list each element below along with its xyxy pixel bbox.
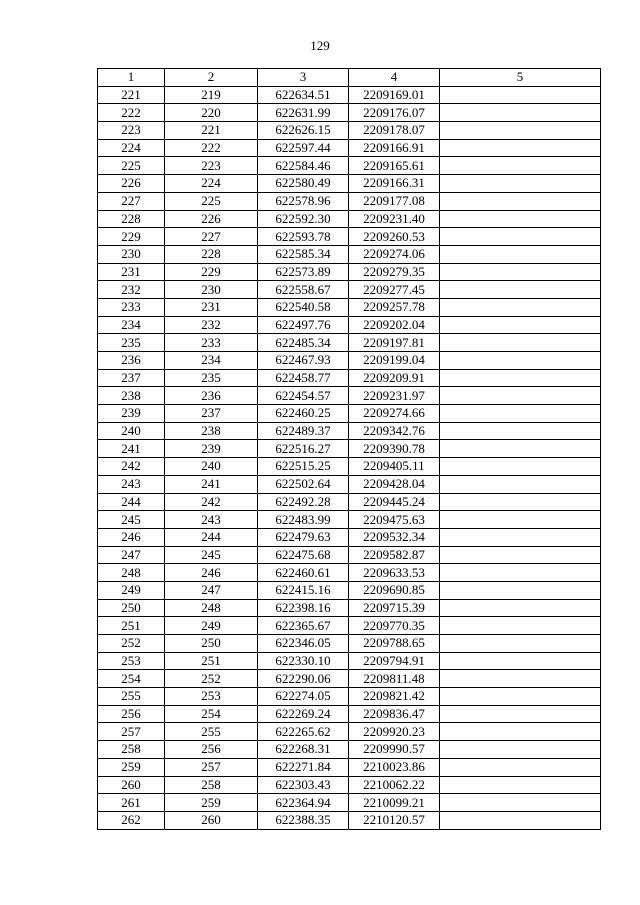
table-cell-col-4: 2209445.24: [349, 493, 440, 511]
table-row: [98, 122, 601, 140]
table-cell-col-1: 259: [98, 758, 165, 776]
table-cell-col-4: 2209178.07: [349, 122, 440, 140]
table-cell-col-5: [440, 245, 601, 263]
table-cell-col-2: 238: [165, 422, 258, 440]
table-cell-col-2: 237: [165, 405, 258, 423]
table-row: [98, 405, 601, 423]
table-cell-col-3: 622584.46: [258, 157, 349, 175]
header-cell-2: 2: [165, 69, 258, 87]
table-cell-col-3: 622365.67: [258, 617, 349, 635]
table-row: [98, 458, 601, 476]
table-cell-col-2: 256: [165, 741, 258, 759]
table-cell-col-4: 2209169.01: [349, 86, 440, 104]
table-cell-col-4: 2209821.42: [349, 688, 440, 706]
table-cell-col-5: [440, 705, 601, 723]
table-cell-col-3: 622573.89: [258, 263, 349, 281]
table-cell-col-5: [440, 175, 601, 193]
table-cell-col-2: 226: [165, 210, 258, 228]
table-cell-col-5: [440, 316, 601, 334]
table-cell-col-5: [440, 298, 601, 316]
table-cell-col-3: 622460.25: [258, 405, 349, 423]
table-cell-col-2: 225: [165, 192, 258, 210]
table-cell-col-3: 622497.76: [258, 316, 349, 334]
table-cell-col-1: 223: [98, 122, 165, 140]
table-cell-col-4: 2209197.81: [349, 334, 440, 352]
table-cell-col-1: 251: [98, 617, 165, 635]
table-cell-col-1: 227: [98, 192, 165, 210]
table-cell-col-1: 244: [98, 493, 165, 511]
table-cell-col-4: 2209990.57: [349, 741, 440, 759]
table-row: [98, 564, 601, 582]
table-row: [98, 263, 601, 281]
table-cell-col-5: [440, 334, 601, 352]
table-cell-col-5: [440, 440, 601, 458]
table-cell-col-1: 246: [98, 528, 165, 546]
table-cell-col-3: 622303.43: [258, 776, 349, 794]
table-cell-col-1: 233: [98, 298, 165, 316]
table-row: [98, 139, 601, 157]
table-cell-col-3: 622485.34: [258, 334, 349, 352]
table-cell-col-2: 230: [165, 281, 258, 299]
table-cell-col-2: 224: [165, 175, 258, 193]
table-cell-col-5: [440, 475, 601, 493]
table-cell-col-1: 241: [98, 440, 165, 458]
table-cell-col-2: 250: [165, 635, 258, 653]
table-cell-col-1: 248: [98, 564, 165, 582]
table-cell-col-2: 249: [165, 617, 258, 635]
table-cell-col-1: 232: [98, 281, 165, 299]
table-cell-col-4: 2209582.87: [349, 546, 440, 564]
table-cell-col-3: 622467.93: [258, 352, 349, 370]
table-row: [98, 776, 601, 794]
table-cell-col-2: 228: [165, 245, 258, 263]
table-cell-col-5: [440, 652, 601, 670]
header-cell-1: 1: [98, 69, 165, 87]
table-cell-col-2: 245: [165, 546, 258, 564]
table-cell-col-5: [440, 104, 601, 122]
table-cell-col-4: 2209231.40: [349, 210, 440, 228]
table-cell-col-3: 622274.05: [258, 688, 349, 706]
table-cell-col-3: 622388.35: [258, 811, 349, 829]
table-cell-col-1: 243: [98, 475, 165, 493]
table-cell-col-2: 227: [165, 228, 258, 246]
table-cell-col-3: 622580.49: [258, 175, 349, 193]
coordinates-table: [97, 68, 601, 830]
table-cell-col-1: 224: [98, 139, 165, 157]
table-row: [98, 369, 601, 387]
table-cell-col-5: [440, 122, 601, 140]
table-cell-col-4: 2209176.07: [349, 104, 440, 122]
header-cell-4: 4: [349, 69, 440, 87]
table-cell-col-1: 237: [98, 369, 165, 387]
table-cell-col-5: [440, 564, 601, 582]
table-cell-col-5: [440, 528, 601, 546]
table-cell-col-4: 2209715.39: [349, 599, 440, 617]
table-cell-col-4: 2209274.66: [349, 405, 440, 423]
table-cell-col-1: 228: [98, 210, 165, 228]
table-cell-col-2: 242: [165, 493, 258, 511]
table-row: [98, 546, 601, 564]
table-cell-col-5: [440, 741, 601, 759]
table-cell-col-3: 622489.37: [258, 422, 349, 440]
table-cell-col-3: 622454.57: [258, 387, 349, 405]
table-cell-col-3: 622479.63: [258, 528, 349, 546]
table-cell-col-5: [440, 670, 601, 688]
table-cell-col-3: 622593.78: [258, 228, 349, 246]
table-cell-col-2: 222: [165, 139, 258, 157]
table-cell-col-3: 622330.10: [258, 652, 349, 670]
table-row: [98, 352, 601, 370]
table-row: [98, 652, 601, 670]
table-row: [98, 316, 601, 334]
table-cell-col-3: 622578.96: [258, 192, 349, 210]
table-row: [98, 617, 601, 635]
table-cell-col-2: 223: [165, 157, 258, 175]
table-cell-col-5: [440, 758, 601, 776]
table-cell-col-5: [440, 281, 601, 299]
table-cell-col-4: 2209166.31: [349, 175, 440, 193]
table-cell-col-3: 622516.27: [258, 440, 349, 458]
table-cell-col-1: 231: [98, 263, 165, 281]
table-cell-col-2: 243: [165, 511, 258, 529]
table-cell-col-5: [440, 157, 601, 175]
table-row: [98, 635, 601, 653]
table-cell-col-5: [440, 139, 601, 157]
table-cell-col-4: 2209202.04: [349, 316, 440, 334]
table-cell-col-2: 231: [165, 298, 258, 316]
table-cell-col-2: 236: [165, 387, 258, 405]
table-row: [98, 811, 601, 829]
table-cell-col-2: 251: [165, 652, 258, 670]
table-cell-col-5: [440, 422, 601, 440]
table-cell-col-5: [440, 776, 601, 794]
table-cell-col-1: 221: [98, 86, 165, 104]
table-row: [98, 493, 601, 511]
table-row: [98, 175, 601, 193]
table-cell-col-4: 2209342.76: [349, 422, 440, 440]
table-cell-col-2: 254: [165, 705, 258, 723]
table-cell-col-4: 2209920.23: [349, 723, 440, 741]
table-cell-col-2: 219: [165, 86, 258, 104]
table-cell-col-5: [440, 511, 601, 529]
table-cell-col-3: 622597.44: [258, 139, 349, 157]
table-row: [98, 741, 601, 759]
table-cell-col-2: 257: [165, 758, 258, 776]
table-cell-col-4: 2209260.53: [349, 228, 440, 246]
table-cell-col-1: 242: [98, 458, 165, 476]
table-cell-col-4: 2209690.85: [349, 581, 440, 599]
table-cell-col-2: 260: [165, 811, 258, 829]
table-row: [98, 334, 601, 352]
table-cell-col-5: [440, 599, 601, 617]
table-cell-col-3: 622460.61: [258, 564, 349, 582]
table-cell-col-5: [440, 493, 601, 511]
table-cell-col-4: 2209199.04: [349, 352, 440, 370]
table-cell-col-5: [440, 192, 601, 210]
table-cell-col-1: 250: [98, 599, 165, 617]
table-cell-col-1: 234: [98, 316, 165, 334]
table-cell-col-1: 247: [98, 546, 165, 564]
table-cell-col-3: 622271.84: [258, 758, 349, 776]
table-cell-col-2: 253: [165, 688, 258, 706]
table-cell-col-5: [440, 723, 601, 741]
table-cell-col-5: [440, 617, 601, 635]
table-cell-col-4: 2209794.91: [349, 652, 440, 670]
table-cell-col-4: 2210062.22: [349, 776, 440, 794]
table-header-row: [98, 69, 601, 87]
table-cell-col-5: [440, 688, 601, 706]
table-row: [98, 104, 601, 122]
table-cell-col-5: [440, 263, 601, 281]
table-cell-col-3: 622634.51: [258, 86, 349, 104]
table-cell-col-5: [440, 352, 601, 370]
table-cell-col-3: 622492.28: [258, 493, 349, 511]
table-cell-col-4: 2209788.65: [349, 635, 440, 653]
table-cell-col-4: 2210120.57: [349, 811, 440, 829]
table-cell-col-1: 236: [98, 352, 165, 370]
table-cell-col-4: 2209257.78: [349, 298, 440, 316]
table-row: [98, 723, 601, 741]
table-cell-col-1: 253: [98, 652, 165, 670]
table-row: [98, 688, 601, 706]
table-row: [98, 794, 601, 812]
table-cell-col-1: 238: [98, 387, 165, 405]
table-cell-col-4: 2209390.78: [349, 440, 440, 458]
table-cell-col-4: 2209633.53: [349, 564, 440, 582]
table-row: [98, 86, 601, 104]
table-cell-col-1: 252: [98, 635, 165, 653]
table-cell-col-1: 226: [98, 175, 165, 193]
table-cell-col-2: 235: [165, 369, 258, 387]
table-cell-col-1: 257: [98, 723, 165, 741]
table-cell-col-3: 622626.15: [258, 122, 349, 140]
table-cell-col-2: 241: [165, 475, 258, 493]
table-cell-col-4: 2209836.47: [349, 705, 440, 723]
table-cell-col-1: 262: [98, 811, 165, 829]
table-cell-col-1: 245: [98, 511, 165, 529]
table-cell-col-4: 2209770.35: [349, 617, 440, 635]
table-cell-col-1: 235: [98, 334, 165, 352]
table-cell-col-1: 229: [98, 228, 165, 246]
table-cell-col-4: 2209475.63: [349, 511, 440, 529]
table-cell-col-4: 2209811.48: [349, 670, 440, 688]
table-cell-col-4: 2209209.91: [349, 369, 440, 387]
table-cell-col-5: [440, 210, 601, 228]
table-row: [98, 157, 601, 175]
table-cell-col-4: 2209277.45: [349, 281, 440, 299]
table-cell-col-3: 622268.31: [258, 741, 349, 759]
page-number: 129: [310, 38, 330, 53]
table-cell-col-3: 622415.16: [258, 581, 349, 599]
table-cell-col-1: 230: [98, 245, 165, 263]
table-row: [98, 475, 601, 493]
table-cell-col-3: 622346.05: [258, 635, 349, 653]
header-cell-3: 3: [258, 69, 349, 87]
table-row: [98, 210, 601, 228]
table-cell-col-3: 622515.25: [258, 458, 349, 476]
table-cell-col-5: [440, 794, 601, 812]
table-cell-col-4: 2209405.11: [349, 458, 440, 476]
table-cell-col-4: 2209231.97: [349, 387, 440, 405]
table-row: [98, 192, 601, 210]
table-row: [98, 387, 601, 405]
table-cell-col-2: 244: [165, 528, 258, 546]
table-cell-col-5: [440, 387, 601, 405]
table-cell-col-3: 622475.68: [258, 546, 349, 564]
table-cell-col-3: 622631.99: [258, 104, 349, 122]
table-cell-col-1: 256: [98, 705, 165, 723]
table-row: [98, 440, 601, 458]
table-cell-col-5: [440, 228, 601, 246]
table-cell-col-5: [440, 581, 601, 599]
table-cell-col-2: 259: [165, 794, 258, 812]
table-cell-col-2: 234: [165, 352, 258, 370]
table-cell-col-5: [440, 369, 601, 387]
table-row: [98, 758, 601, 776]
table-cell-col-2: 248: [165, 599, 258, 617]
header-cell-5: 5: [440, 69, 601, 87]
table-cell-col-4: 2209532.34: [349, 528, 440, 546]
table-cell-col-3: 622585.34: [258, 245, 349, 263]
table-cell-col-2: 247: [165, 581, 258, 599]
table-cell-col-1: 254: [98, 670, 165, 688]
table-cell-col-3: 622558.67: [258, 281, 349, 299]
table-cell-col-3: 622290.06: [258, 670, 349, 688]
table-cell-col-1: 239: [98, 405, 165, 423]
table-cell-col-4: 2209274.06: [349, 245, 440, 263]
table-cell-col-3: 622483.99: [258, 511, 349, 529]
table-cell-col-3: 622540.58: [258, 298, 349, 316]
table-row: [98, 670, 601, 688]
table-cell-col-4: 2209166.91: [349, 139, 440, 157]
table-cell-col-1: 240: [98, 422, 165, 440]
table-cell-col-2: 229: [165, 263, 258, 281]
table-cell-col-5: [440, 86, 601, 104]
table-cell-col-2: 252: [165, 670, 258, 688]
table-cell-col-2: 233: [165, 334, 258, 352]
table-row: [98, 281, 601, 299]
table-cell-col-1: 255: [98, 688, 165, 706]
table-cell-col-1: 225: [98, 157, 165, 175]
table-row: [98, 422, 601, 440]
table-cell-col-2: 258: [165, 776, 258, 794]
table-cell-col-1: 222: [98, 104, 165, 122]
table-cell-col-4: 2209177.08: [349, 192, 440, 210]
table-cell-col-2: 239: [165, 440, 258, 458]
table-cell-col-4: 2210099.21: [349, 794, 440, 812]
table-body: [98, 69, 601, 830]
table-cell-col-5: [440, 458, 601, 476]
table-cell-col-3: 622502.64: [258, 475, 349, 493]
table-cell-col-2: 240: [165, 458, 258, 476]
table-cell-col-2: 246: [165, 564, 258, 582]
table-cell-col-2: 221: [165, 122, 258, 140]
table-row: [98, 298, 601, 316]
table-cell-col-3: 622398.16: [258, 599, 349, 617]
table-cell-col-1: 261: [98, 794, 165, 812]
table-cell-col-3: 622364.94: [258, 794, 349, 812]
table-row: [98, 581, 601, 599]
table-cell-col-3: 622592.30: [258, 210, 349, 228]
table-cell-col-1: 258: [98, 741, 165, 759]
table-cell-col-4: 2210023.86: [349, 758, 440, 776]
table-row: [98, 705, 601, 723]
table-row: [98, 228, 601, 246]
table-cell-col-5: [440, 635, 601, 653]
table-cell-col-3: 622458.77: [258, 369, 349, 387]
table-cell-col-4: 2209279.35: [349, 263, 440, 281]
table-cell-col-5: [440, 405, 601, 423]
table-cell-col-3: 622269.24: [258, 705, 349, 723]
table-cell-col-2: 255: [165, 723, 258, 741]
table-cell-col-2: 220: [165, 104, 258, 122]
table-cell-col-5: [440, 546, 601, 564]
table-cell-col-5: [440, 811, 601, 829]
table-row: [98, 511, 601, 529]
table-row: [98, 599, 601, 617]
table-row: [98, 245, 601, 263]
table-cell-col-3: 622265.62: [258, 723, 349, 741]
table-row: [98, 528, 601, 546]
table-cell-col-2: 232: [165, 316, 258, 334]
table-cell-col-4: 2209428.04: [349, 475, 440, 493]
table-cell-col-4: 2209165.61: [349, 157, 440, 175]
table-cell-col-1: 249: [98, 581, 165, 599]
table-cell-col-1: 260: [98, 776, 165, 794]
